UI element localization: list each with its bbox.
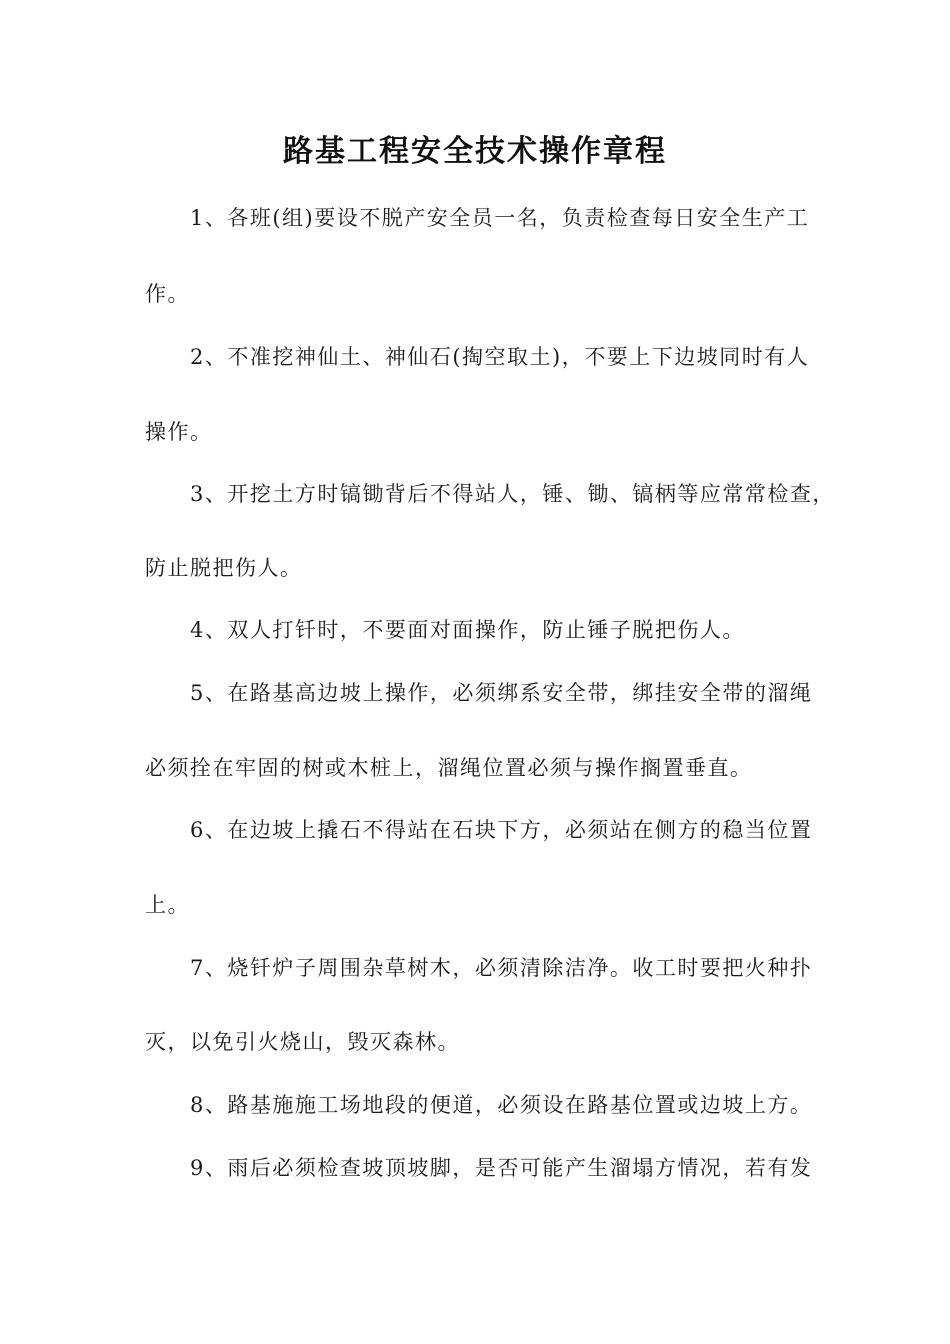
paragraph-1-line-2: 作。 bbox=[145, 282, 190, 306]
paragraph-8-line-1: 8、路基施施工场地段的便道，必须设在路基位置或边坡上方。 bbox=[190, 1093, 813, 1117]
paragraph-7-line-2: 灭，以免引火烧山，毁灭森林。 bbox=[145, 1030, 460, 1054]
paragraph-3-line-2: 防止脱把伤人。 bbox=[145, 556, 303, 580]
paragraph-6-line-1: 6、在边坡上撬石不得站在石块下方，必须站在侧方的稳当位置 bbox=[190, 818, 813, 842]
paragraph-3-line-1: 3、开挖土方时镐锄背后不得站人，锤、锄、镐柄等应常常检查， bbox=[190, 482, 835, 506]
paragraph-5-line-2: 必须拴在牢固的树或木桩上，溜绳位置必须与操作搁置垂直。 bbox=[145, 756, 753, 780]
paragraph-2-line-2: 操作。 bbox=[145, 420, 213, 444]
paragraph-6-line-2: 上。 bbox=[145, 893, 190, 917]
paragraph-1-line-1: 1、各班(组)要设不脱产安全员一名，负责检查每日安全生产工 bbox=[190, 206, 810, 230]
paragraph-9-line-1: 9、雨后必须检查坡顶坡脚，是否可能产生溜塌方情况，若有发 bbox=[190, 1156, 813, 1180]
document-title: 路基工程安全技术操作章程 bbox=[283, 134, 667, 169]
paragraph-7-line-1: 7、烧钎炉子周围杂草树木，必须清除洁净。收工时要把火种扑 bbox=[190, 956, 813, 980]
paragraph-5-line-1: 5、在路基高边坡上操作，必须绑系安全带，绑挂安全带的溜绳 bbox=[190, 681, 813, 705]
paragraph-4-line-1: 4、双人打钎时，不要面对面操作，防止锤子脱把伤人。 bbox=[190, 618, 745, 642]
paragraph-2-line-1: 2、不准挖神仙土、神仙石(掏空取土)，不要上下边坡同时有人 bbox=[190, 345, 810, 369]
